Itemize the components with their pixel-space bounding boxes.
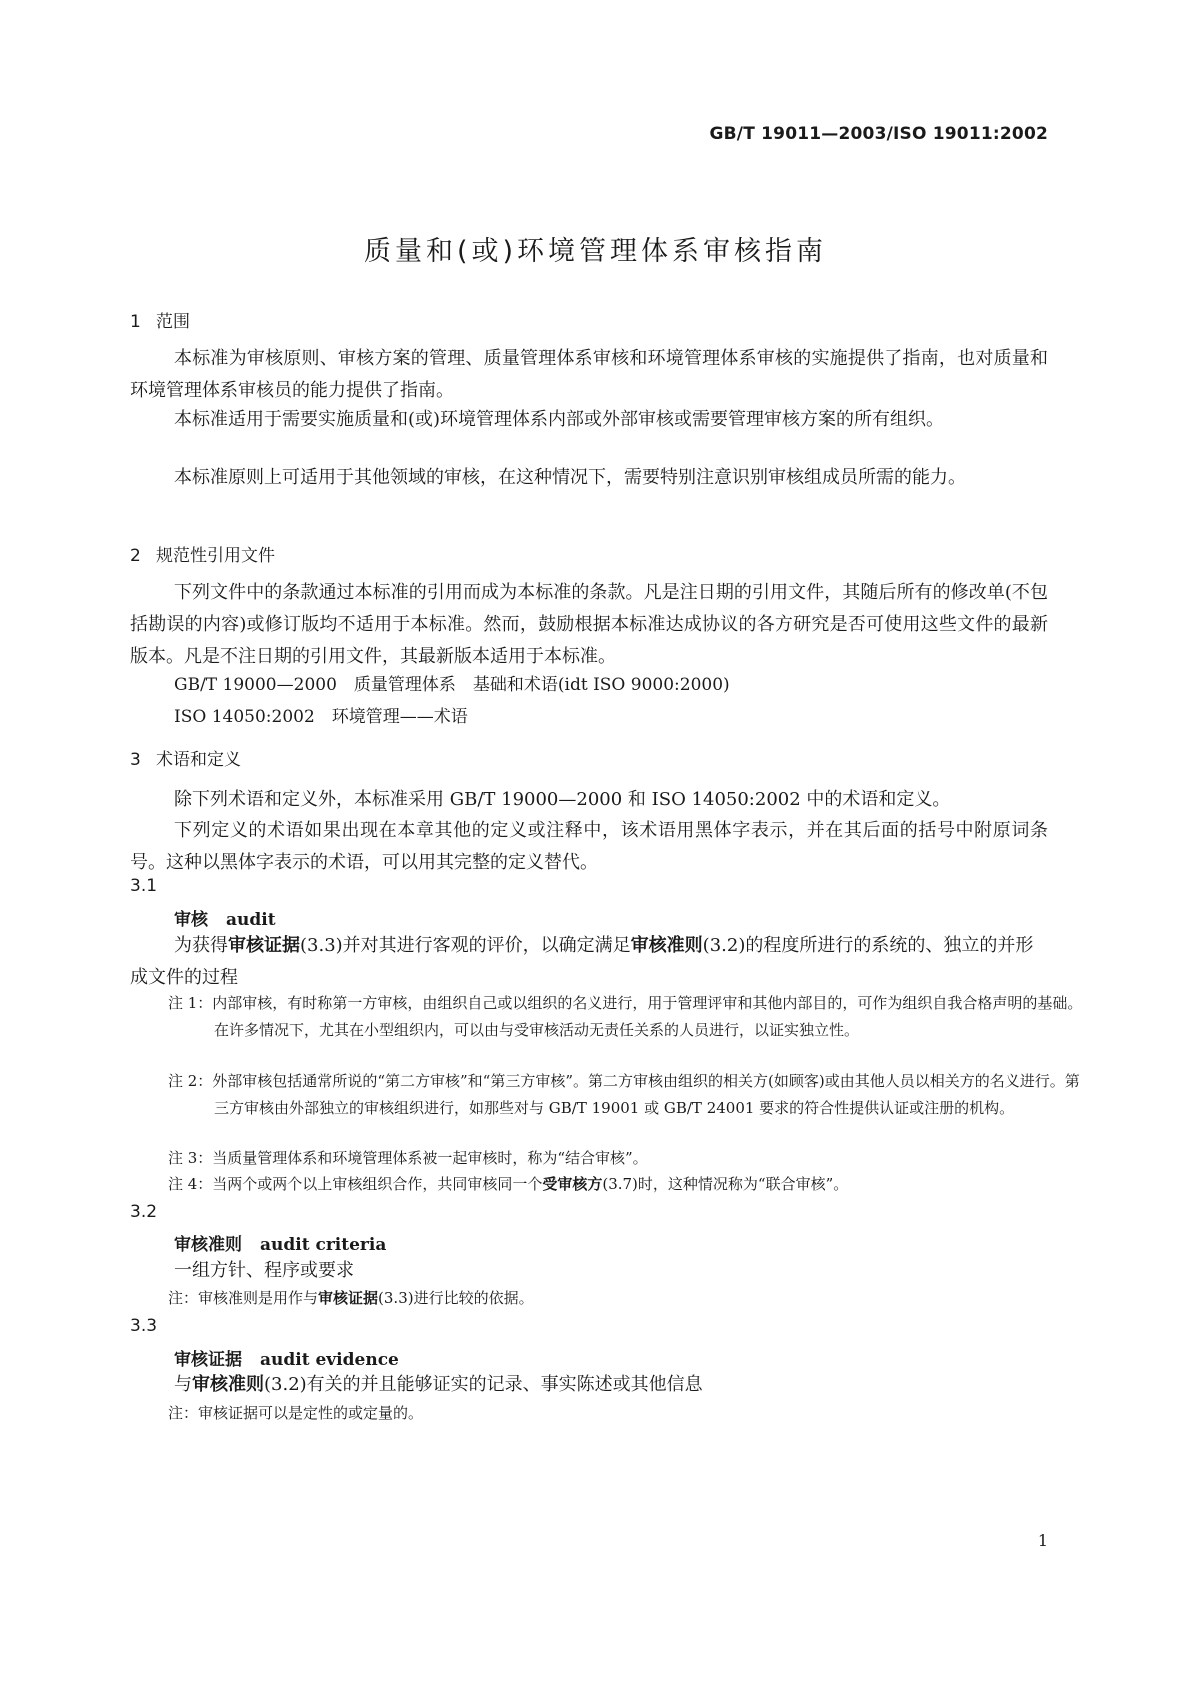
term-reference: 受审核方 [542,1175,603,1193]
term-reference: 审核证据 [318,1289,379,1307]
normative-reference-2: ISO 14050:2002 环境管理——术语 [174,707,468,727]
term-definition: 为获得审核证据(3.3)并对其进行客观的评价，以确定满足审核准则(3.2)的程度所进行的系统的、独立的并形成文件的过程 [130,935,1034,988]
section-number: 2 [130,546,141,566]
normative-reference-1: GB/T 19000—2000 质量管理体系 基础和术语(idt ISO 9000:2000) [174,675,730,695]
standard-code: GB/T 19011—2003/ISO 19011:2002 [709,124,1048,144]
term-english: audit criteria [260,1235,387,1255]
section-3-paragraph-2: 下列定义的术语如果出现在本章其他的定义或注释中，该术语用黑体字表示，并在其后面的括号中附原词条号。这种以黑体字表示的术语，可以用其完整的定义替代。 [130,820,1048,873]
section-title: 术语和定义 [156,750,241,770]
section-1-heading [130,307,190,332]
term-definition: 与审核准则(3.2)有关的并且能够证实的记录、事实陈述或其他信息 [174,1374,703,1395]
clause-number: 3.1 [130,876,158,896]
section-3-paragraph-1: 除下列术语和定义外，本标准采用 GB/T 19000—2000 和 ISO 14050:2002 中的术语和定义。 [174,789,951,810]
clause-number: 3.2 [130,1202,158,1222]
section-3-heading [130,745,241,770]
term-heading [174,905,276,930]
note-3: 注 3：当质量管理体系和环境管理体系被一起审核时，称为“结合审核”。 [168,1149,648,1167]
clause-number: 3.3 [130,1316,158,1336]
section-2-heading [130,541,275,566]
section-1-paragraph-1: 本标准为审核原则、审核方案的管理、质量管理体系审核和环境管理体系审核的实施提供了指南，也对质量和环境管理体系审核员的能力提供了指南。 [130,348,1048,401]
term-chinese: 审核 [174,910,208,930]
term-reference: 审核准则 [192,1374,264,1395]
term-chinese: 审核准则 [174,1235,242,1255]
section-title: 规范性引用文件 [156,546,275,566]
document-title: 质量和(或)环境管理体系审核指南 [363,236,828,267]
term-reference: 审核证据 [228,935,300,956]
term-reference: 审核准则 [630,935,703,956]
page-number: 1 [1037,1531,1048,1550]
note-1: 注 1：内部审核，有时称第一方审核，由组织自己或以组织的名义进行，用于管理评审和其他内部目的，可作为组织自我合格声明的基础。在许多情况下，尤其在小型组织内，可以由与受审核活动无责任关系的人员进行，以证实独立性。 [168,994,1083,1039]
term-chinese: 审核证据 [174,1350,242,1370]
note: 注：审核证据可以是定性的或定量的。 [168,1404,424,1422]
note-2: 注 2：外部审核包括通常所说的“第二方审核”和“第三方审核”。第二方审核由组织的相关方(如顾客)或由其他人员以相关方的名义进行。第三方审核由外部独立的审核组织进行，如那些对与 GB/T 19001 或 GB/T 24001 要求的符合性提供认证或注册的机构。 [168,1072,1080,1117]
note-4: 注 4：当两个或两个以上审核组织合作，共同审核同一个受审核方(3.7)时，这种情况称为“联合审核”。 [168,1175,849,1193]
section-number: 3 [130,750,141,770]
section-2-paragraph-1: 下列文件中的条款通过本标准的引用而成为本标准的条款。凡是注日期的引用文件，其随后所有的修改单(不包括勘误的内容)或修订版均不适用于本标准。然而，鼓励根据本标准达成协议的各方研究是否可使用这些文件的最新版本。凡是不注日期的引用文件，其最新版本适用于本标准。 [130,582,1048,667]
note: 注：审核准则是用作与审核证据(3.3)进行比较的依据。 [168,1289,534,1307]
section-number: 1 [130,312,141,332]
term-definition: 一组方针、程序或要求 [174,1260,354,1281]
term-heading [174,1345,399,1370]
term-english: audit [226,910,276,930]
term-heading [174,1230,386,1255]
term-english: audit evidence [260,1350,399,1370]
section-1-paragraph-3: 本标准原则上可适用于其他领域的审核，在这种情况下，需要特别注意识别审核组成员所需的能力。 [174,467,966,488]
section-1-paragraph-2: 本标准适用于需要实施质量和(或)环境管理体系内部或外部审核或需要管理审核方案的所有组织。 [174,409,945,430]
section-title: 范围 [156,312,190,332]
